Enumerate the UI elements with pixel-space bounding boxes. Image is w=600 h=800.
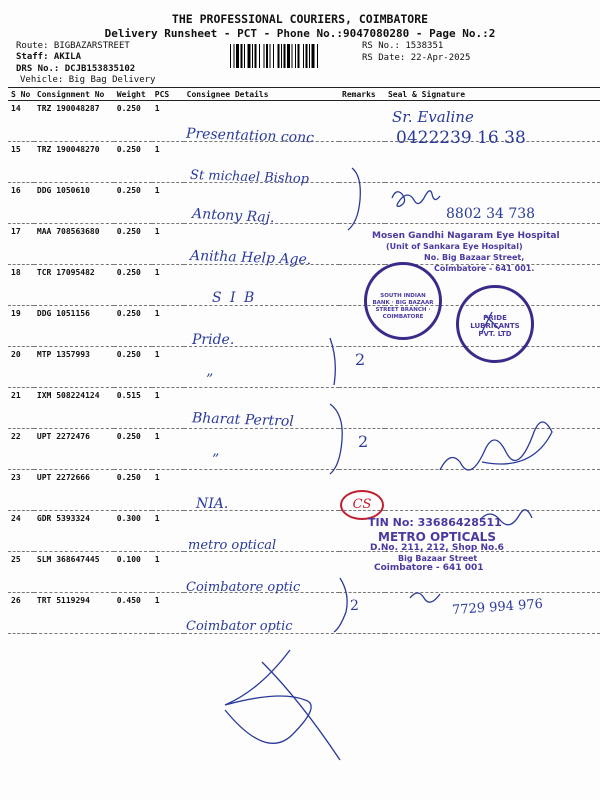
rs-date-label: RS Date: 22-Apr-2025 [362,53,471,63]
col-weight: Weight [114,88,152,101]
handwritten-consignee: Coimbatore optic [186,580,301,595]
handwritten-consignee: ” [206,372,214,388]
row-pcs: 1 [152,265,184,306]
cs-mark: CS [340,490,384,520]
row-consignment: TCR 17095482 [34,265,114,306]
col-remarks: Remarks [339,88,385,101]
signature: Sr. Evaline [392,108,474,126]
row-weight: 0.250 [114,265,152,306]
row-sno: 20 [8,347,34,388]
row-consignment: DDG 1050610 [34,183,114,224]
col-pcs: PCS [152,88,184,101]
hospital-stamp-line: (Unit of Sankara Eye Hospital) [386,242,523,251]
row-weight: 0.250 [114,224,152,265]
row-sno: 15 [8,142,34,183]
row-consignment: MTP 1357993 [34,347,114,388]
row-pcs: 1 [152,101,184,142]
row-consignment: IXM 508224124 [34,388,114,429]
row-pcs: 1 [152,593,184,634]
row-weight: 0.450 [114,593,152,634]
row-consignment: TRZ 190048287 [34,101,114,142]
runsheet-subtitle: Delivery Runsheet - PCT - Phone No.:9047080280 - Page No.:2 [104,27,496,40]
row-weight: 0.250 [114,142,152,183]
company-title: THE PROFESSIONAL COURIERS, COIMBATORE [171,12,429,26]
vehicle-label: Vehicle: Big Bag Delivery [20,75,156,85]
handwritten-consignee: NIA. [196,496,229,512]
hospital-stamp-line: Coimbatore - 641 001. [434,264,535,273]
row-weight: 0.250 [114,347,152,388]
row-pcs: 1 [152,470,184,511]
row-sno: 14 [8,101,34,142]
row-consignment: TRZ 190048270 [34,142,114,183]
remark-count: 2 [358,432,369,451]
col-consignment: Consignment No [34,88,114,101]
bank-stamp-text: SOUTH INDIAN BANK · BIG BAZAAR STREET BRANCH · COIMBATORE [372,293,434,320]
bracket-mark [330,404,342,474]
handwritten-consignee: Coimbator optic [186,619,293,634]
metro-city: Coimbatore - 641 001 [374,563,484,573]
scribble-mark [262,662,340,760]
row-pcs: 1 [152,511,184,552]
handwritten-consignee: Antony Raj. [191,205,275,227]
row-consignment: UPT 2272476 [34,429,114,470]
remark-count: 2 [350,598,359,614]
row-weight: 0.300 [114,511,152,552]
signature-scribble [392,191,440,207]
metro-stamp: METRO OPTICALS [378,530,496,544]
row-pcs: 1 [152,347,184,388]
row-consignment: MAA 708563680 [34,224,114,265]
signature-scribble [440,422,552,470]
row-weight: 0.100 [114,552,152,593]
bracket-mark [330,338,335,385]
row-weight: 0.515 [114,388,152,429]
row-sno: 22 [8,429,34,470]
metro-address: D.No. 211, 212, Shop No.6 [370,543,504,553]
handwritten-consignee: Pride. [192,332,235,348]
drs-label: DRS No.: DCJB153835102 [16,64,136,74]
bracket-mark [334,578,347,632]
rs-no-label: RS No.: 1538351 [362,41,444,51]
signature-phone: 8802 34 738 [446,206,536,222]
row-pcs: 1 [152,552,184,593]
hospital-stamp-line: Mosen Gandhi Nagaram Eye Hospital [372,231,560,241]
signature-scribble [410,593,440,602]
remark-count: 2 [355,350,366,369]
row-sno: 17 [8,224,34,265]
col-sno: S No [8,88,34,101]
route-label: Route: BIGBAZARSTREET [16,41,130,51]
row-sno: 19 [8,306,34,347]
row-pcs: 1 [152,224,184,265]
row-sno: 16 [8,183,34,224]
signature-phone: 0422239 16 38 [396,128,526,148]
col-consignee: Consignee Details [184,88,339,101]
row-weight: 0.250 [114,101,152,142]
col-signature: Seal & Signature [385,88,600,101]
handwritten-consignee: Presentation conc [185,125,315,147]
signature-phone: 7729 994 976 [451,596,544,619]
handwritten-consignee: ” [212,452,220,468]
metro-address: Big Bazaar Street [398,554,478,563]
row-pcs: 1 [152,142,184,183]
row-sno: 21 [8,388,34,429]
row-consignment: DDG 1051156 [34,306,114,347]
staff-label: Staff: AKILA [16,52,82,62]
row-weight: 0.250 [114,183,152,224]
row-consignment: UPT 2272666 [34,470,114,511]
handwritten-consignee: Bharat Pertrol [191,410,295,430]
row-weight: 0.250 [114,429,152,470]
row-consignment: GDR 5393324 [34,511,114,552]
row-pcs: 1 [152,183,184,224]
row-sno: 25 [8,552,34,593]
tin-stamp: TIN No: 33686428511 [368,516,502,529]
row-pcs: 1 [152,388,184,429]
bank-stamp [364,262,442,340]
handwritten-consignee: metro optical [188,538,277,553]
row-pcs: 1 [152,306,184,347]
pride-stamp-text: PRIDE LUBRICANTS PVT. LTD [470,314,520,338]
row-pcs: 1 [152,429,184,470]
handwritten-consignee: Anitha Help Age. [189,247,312,269]
bracket-mark [348,168,360,230]
pride-stamp [456,285,534,363]
row-sno: 26 [8,593,34,634]
row-sno: 18 [8,265,34,306]
row-weight: 0.250 [114,470,152,511]
row-weight: 0.250 [114,306,152,347]
hospital-stamp-line: No. Big Bazaar Street, [424,253,525,262]
row-consignment: TRT 5119294 [34,593,114,634]
row-sno: 23 [8,470,34,511]
scribble-mark [225,650,311,743]
row-sno: 24 [8,511,34,552]
handwritten-consignee: St michael Bishop [189,167,310,188]
handwritten-consignee: S I B [212,290,257,306]
row-consignment: SLM 368647445 [34,552,114,593]
